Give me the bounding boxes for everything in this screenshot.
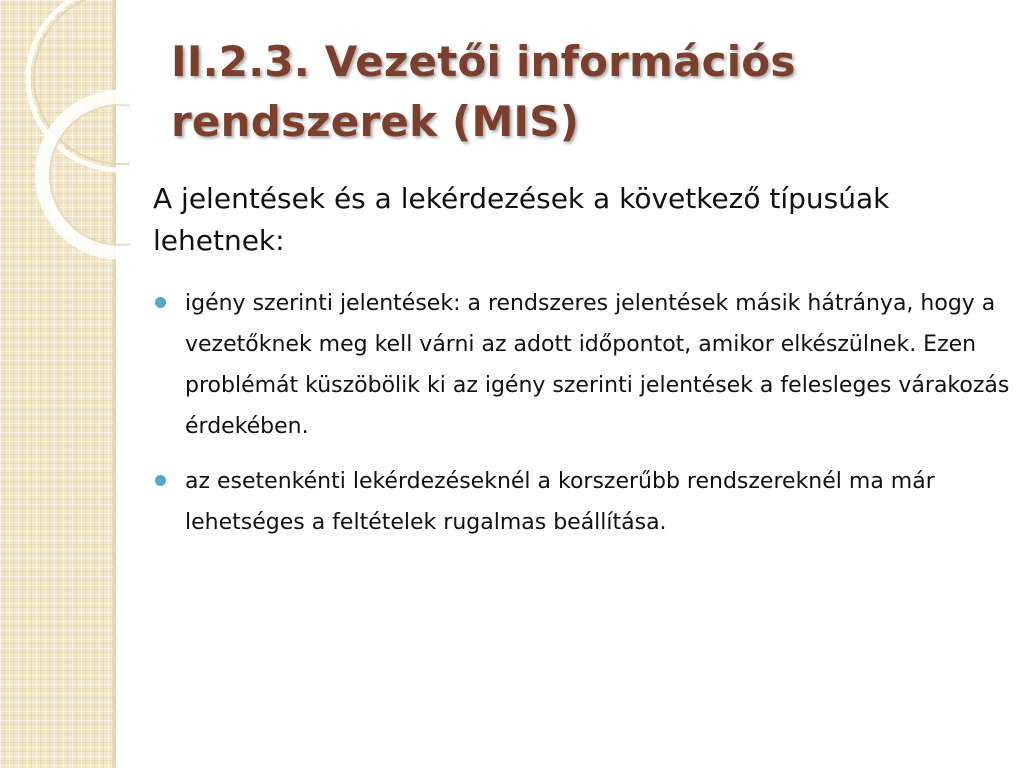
bullet-dot-icon <box>155 475 166 486</box>
slide-title-line-1: II.2.3. Vezetői információs <box>171 37 796 86</box>
bullet-list <box>153 283 1013 557</box>
decorative-circles <box>0 0 130 260</box>
intro-paragraph: A jelentések és a lekérdezések a következő típusúak lehetnek: <box>153 182 890 257</box>
bullet-item-ad-hoc-queries <box>153 461 1013 543</box>
bullet-text: az esetenkénti lekérdezéseknél a korszerűbb rendszereknél ma már lehetséges a feltételek rugalmas beállítása. <box>185 469 935 535</box>
bullet-dot-icon <box>155 297 166 308</box>
slide-title <box>171 32 991 152</box>
slide-title-line-2: rendszerek (MIS) <box>171 97 580 146</box>
bullet-text: igény szerinti jelentések: a rendszeres jelentések másik hátránya, hogy a vezetőknek meg kell várni az adott időpontot, amikor elkészülnek. Ezen problémát küszöbölik ki az igény szerinti jelentések a felesleges várakozás érdekében. <box>185 291 1010 439</box>
bullet-item-on-demand-reports <box>153 283 1013 447</box>
